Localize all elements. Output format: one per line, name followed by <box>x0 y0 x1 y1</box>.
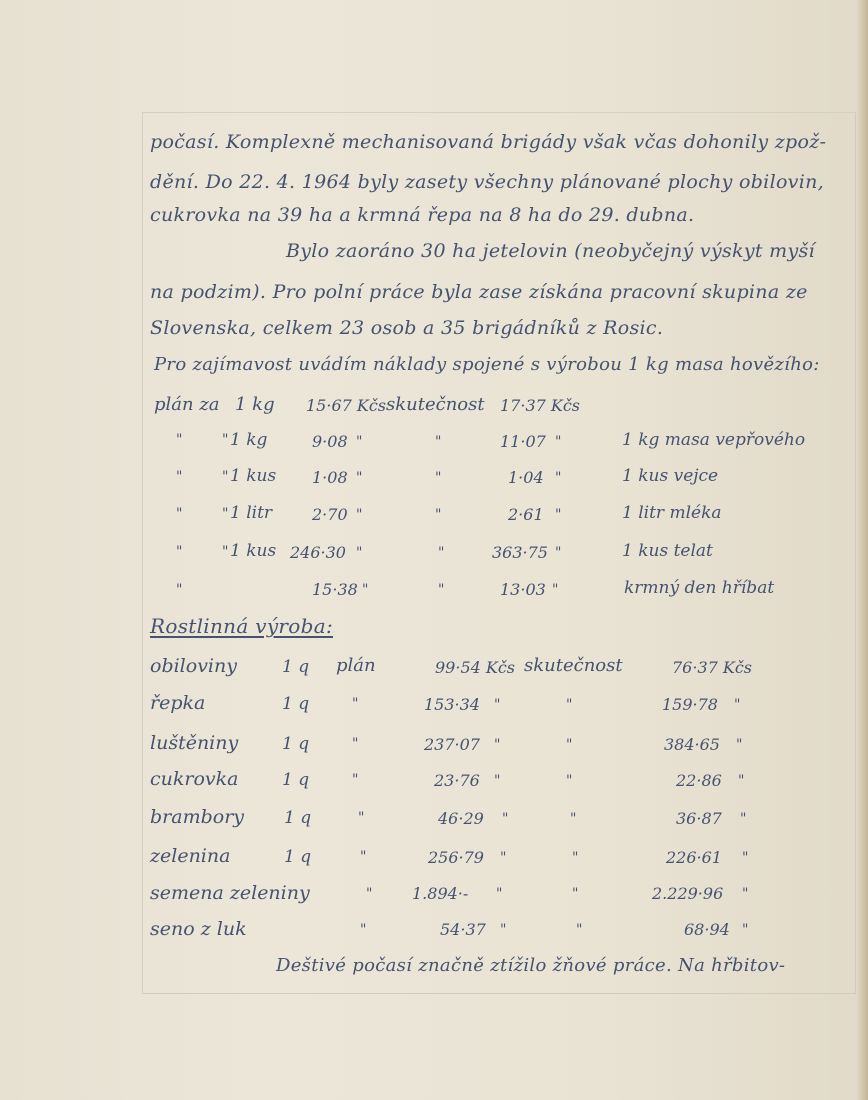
ditto-mark: " <box>555 545 562 561</box>
crop-name: řepka <box>150 692 206 714</box>
ditto-mark: " <box>552 582 559 598</box>
ditto-mark: " <box>366 886 373 902</box>
ditto-mark: " <box>222 506 229 522</box>
actual-value: 363·75 <box>492 543 548 562</box>
actual-value: 2.229·96 <box>652 884 724 903</box>
ditto-mark: " <box>734 697 741 713</box>
unit-cell: 1 q <box>282 734 310 754</box>
plan-value: 2·70 <box>312 505 348 524</box>
crop-name: seno z luk <box>150 918 247 940</box>
actual-label: skutečnost <box>524 655 623 676</box>
ditto-mark: " <box>572 886 579 902</box>
plan-value: 153·34 <box>424 695 480 714</box>
ditto-mark: " <box>362 582 369 598</box>
unit-cell: 1 litr <box>230 503 273 523</box>
ditto-mark: " <box>352 696 359 712</box>
plan-label: plán za <box>154 394 220 415</box>
plan-value: 237·07 <box>424 735 480 754</box>
ditto-mark: " <box>435 507 442 523</box>
actual-value: 384·65 <box>664 735 720 754</box>
actual-value: 13·03 <box>500 580 546 599</box>
ditto-mark: " <box>502 811 509 827</box>
actual-value: 76·37 Kčs <box>672 658 753 677</box>
ditto-mark: " <box>555 507 562 523</box>
actual-value: 226·61 <box>666 848 722 867</box>
ditto-mark: " <box>555 434 562 450</box>
ditto-mark: " <box>494 773 501 789</box>
ditto-mark: " <box>494 737 501 753</box>
ditto-mark: " <box>738 773 745 789</box>
ditto-mark: " <box>566 773 573 789</box>
ditto-mark: " <box>742 886 749 902</box>
crop-name: luštěniny <box>150 732 239 754</box>
plan-value: 246·30 <box>290 543 346 562</box>
ditto-mark: " <box>358 810 365 826</box>
actual-value: 36·87 <box>676 809 722 828</box>
paragraph-line: na podzim). Pro polní práce byla zase získána pracovní skupina ze <box>150 281 808 303</box>
plant-production-heading: Rostlinná výroba: <box>150 614 334 638</box>
actual-value: 159·78 <box>662 695 718 714</box>
crop-name: semena zeleniny <box>150 882 310 904</box>
ditto-mark: " <box>356 434 363 450</box>
item-description: 1 kus telat <box>622 541 713 561</box>
plan-value: 46·29 <box>438 809 484 828</box>
unit-cell: 1 kus <box>230 541 277 561</box>
ditto-mark: " <box>360 849 367 865</box>
ditto-mark: " <box>566 697 573 713</box>
ditto-mark: " <box>572 850 579 866</box>
crop-name: zelenina <box>150 845 231 867</box>
actual-value: 1·04 <box>508 468 544 487</box>
actual-value: 17·37 Kčs <box>500 396 581 415</box>
item-description: 1 litr mléka <box>622 503 722 523</box>
actual-value: 2·61 <box>508 505 544 524</box>
unit-cell: 1 kg <box>230 430 268 450</box>
ditto-mark: " <box>438 545 445 561</box>
ditto-mark: " <box>176 469 183 485</box>
paragraph-line: Bylo zaoráno 30 ha jetelovin (neobyčejný výskyt myší <box>286 240 815 262</box>
plan-value: 99·54 Kčs <box>435 658 516 677</box>
crop-name: brambory <box>150 806 245 828</box>
crop-name: obiloviny <box>150 655 237 677</box>
actual-value: 68·94 <box>684 920 730 939</box>
ditto-mark: " <box>736 737 743 753</box>
paragraph-line: dění. Do 22. 4. 1964 byly zasety všechny plánované plochy obilovin, <box>150 171 824 193</box>
plan-value: 9·08 <box>312 432 348 451</box>
ditto-mark: " <box>360 922 367 938</box>
paragraph-line: Slovenska, celkem 23 osob a 35 brigádníků z Rosic. <box>150 317 664 339</box>
ditto-mark: " <box>435 434 442 450</box>
ditto-mark: " <box>356 507 363 523</box>
ditto-mark: " <box>222 432 229 448</box>
plan-value: 15·38 <box>312 580 358 599</box>
item-description: 1 kus vejce <box>622 466 719 486</box>
ditto-mark: " <box>555 470 562 486</box>
unit-cell: 1 q <box>282 657 310 677</box>
ditto-mark: " <box>500 850 507 866</box>
ditto-mark: " <box>356 545 363 561</box>
unit-cell: 1 q <box>282 694 310 714</box>
ditto-mark: " <box>576 922 583 938</box>
ditto-mark: " <box>176 432 183 448</box>
paragraph-line: počasí. Komplexně mechanisovaná brigády však včas dohonily zpož- <box>150 131 827 153</box>
animal-costs-intro: Pro zajímavost uvádím náklady spojené s výrobou 1 kg masa hovězího: <box>154 354 820 375</box>
ditto-mark: " <box>222 544 229 560</box>
unit-cell: 1 q <box>284 847 312 867</box>
ditto-mark: " <box>742 922 749 938</box>
ditto-mark: " <box>570 811 577 827</box>
actual-value: 22·86 <box>676 771 722 790</box>
closing-line: Deštivé počasí značně ztížilo žňové práce. Na hřbitov- <box>276 955 786 976</box>
ditto-mark: " <box>352 736 359 752</box>
ditto-mark: " <box>500 922 507 938</box>
ditto-mark: " <box>438 582 445 598</box>
ditto-mark: " <box>356 470 363 486</box>
ditto-mark: " <box>176 544 183 560</box>
ditto-mark: " <box>176 506 183 522</box>
ditto-mark: " <box>496 886 503 902</box>
actual-value: 11·07 <box>500 432 546 451</box>
ditto-mark: " <box>494 697 501 713</box>
plan-value: 15·67 Kčs <box>306 396 387 415</box>
paragraph-line: cukrovka na 39 ha a krmná řepa na 8 ha do 29. dubna. <box>150 204 695 226</box>
unit-cell: 1 q <box>282 770 310 790</box>
ditto-mark: " <box>742 850 749 866</box>
item-description: 1 kg masa vepřového <box>622 430 806 450</box>
ditto-mark: " <box>176 582 183 598</box>
ditto-mark: " <box>352 772 359 788</box>
crop-name: cukrovka <box>150 768 239 790</box>
ditto-mark: " <box>566 737 573 753</box>
ditto-mark: " <box>435 470 442 486</box>
actual-label: skutečnost <box>386 394 485 415</box>
plan-value: 256·79 <box>428 848 484 867</box>
unit-cell: 1 kg <box>235 394 275 415</box>
plan-value: 1·08 <box>312 468 348 487</box>
unit-cell: 1 q <box>284 808 312 828</box>
plan-value: 1.894·- <box>412 884 469 903</box>
item-description: krmný den hříbat <box>624 578 775 598</box>
plan-value: 54·37 <box>440 920 486 939</box>
unit-cell: 1 kus <box>230 466 277 486</box>
ditto-mark: " <box>222 469 229 485</box>
ditto-mark: " <box>740 811 747 827</box>
plan-value: 23·76 <box>434 771 480 790</box>
plan-label: plán <box>336 655 376 676</box>
